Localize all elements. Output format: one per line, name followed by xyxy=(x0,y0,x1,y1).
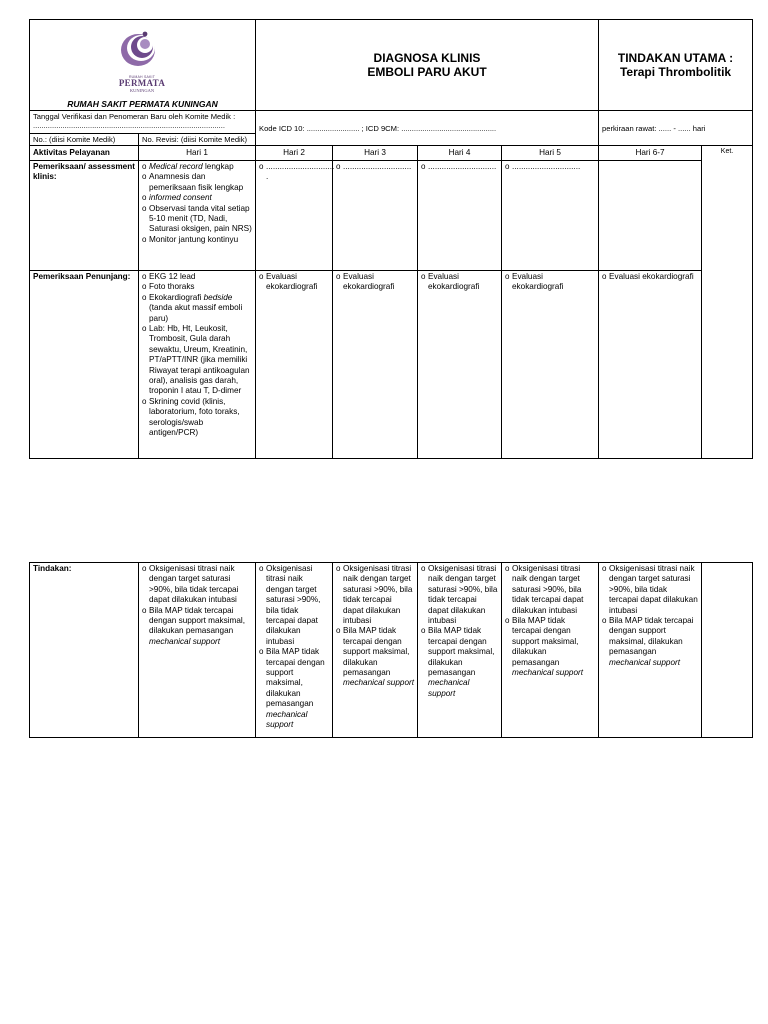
col-header-activity: Aktivitas Pelayanan xyxy=(30,146,139,161)
col-header-day5: Hari 5 xyxy=(502,146,599,161)
col-header-day2: Hari 2 xyxy=(256,146,333,161)
assessment-day4 xyxy=(418,161,502,271)
list-item: o Monitor jantung kontinyu xyxy=(142,235,252,245)
action-day3 xyxy=(333,563,418,738)
list-item: o .............................. xyxy=(421,162,498,172)
list-item: o Bila MAP tidak tercapai dengan support maksimal, dilakukan pemasangan mechanical support xyxy=(421,626,498,699)
action-day67 xyxy=(599,563,702,738)
list-item: o Oksigenisasi titrasi naik dengan target saturasi >90%, bila tidak tercapai dapat dilakukan intubasi xyxy=(421,564,498,626)
list-item: o Observasi tanda vital setiap 5-10 menit (TD, Nadi, Saturasi oksigen, pain NRS) xyxy=(142,204,252,235)
dot-extra: . xyxy=(266,172,269,182)
logo-sub-text: KUNINGAN xyxy=(129,88,155,94)
list-item: o Bila MAP tidak tercapai dengan support maksimal, dilakukan pemasangan mechanical support xyxy=(142,606,252,648)
row-label-action: Tindakan: xyxy=(30,563,139,738)
action-day4 xyxy=(418,563,502,738)
list-item: o Evaluasi ekokardiografi xyxy=(505,272,595,293)
list-item: o Oksigenisasi titrasi naik dengan target saturasi >90%, bila tidak tercapai dapat dilakukan intubasi xyxy=(505,564,595,616)
list-item: o informed consent xyxy=(142,193,252,203)
list-item: o Oksigenisasi titrasi naik dengan target saturasi >90%, bila tidak tercapai dapat dilakukan intubasi xyxy=(259,564,329,647)
list-item: o EKG 12 lead xyxy=(142,272,252,282)
list-item: o .............................. xyxy=(505,162,595,172)
list-item: o Evaluasi ekokardiografi xyxy=(259,272,329,293)
list-item: o Medical record lengkap xyxy=(142,162,252,172)
assessment-day2 xyxy=(256,161,333,271)
logo-cell xyxy=(30,20,256,111)
number-cell xyxy=(30,134,139,146)
col-header-day4: Hari 4 xyxy=(418,146,502,161)
list-item: o Lab: Hb, Ht, Leukosit, Trombosit, Gula darah sewaktu, Ureum, Kreatinin, PT/aPTT/INR (jika memiliki Riwayat terapi antikoagulan oral), analisis gas darah, troponin I atau T, D-dimer xyxy=(142,324,252,397)
number-label: No.: (diisi Komite Medik) xyxy=(33,135,116,144)
support-day4 xyxy=(418,271,502,459)
col-header-day3: Hari 3 xyxy=(333,146,418,161)
list-item: o Oksigenisasi titrasi naik dengan target saturasi >90%, bila tidak tercapai dapat dilakukan intubasi xyxy=(336,564,414,626)
revision-cell xyxy=(139,134,256,146)
list-item: o Anamnesis dan pemeriksaan fisik lengkap xyxy=(142,172,252,193)
list-item: o Oksigenisasi titrasi naik dengan target saturasi >90%, bila tidak tercapai dapat dilakukan intubasi xyxy=(602,564,698,616)
list-item: o Foto thoraks xyxy=(142,282,252,292)
support-day2 xyxy=(256,271,333,459)
support-day1 xyxy=(139,271,256,459)
logo-small-text: RUMAH SAKIT xyxy=(128,75,156,80)
col-header-day67: Hari 6-7 xyxy=(599,146,702,161)
verification-label: Tanggal Verifikasi dan Penomeran Baru oleh Komite Medik : xyxy=(33,112,236,121)
verification-cell xyxy=(30,111,256,134)
list-item: o Evaluasi ekokardiografi xyxy=(602,272,698,282)
logo-emblem-icon xyxy=(112,26,172,72)
col-header-ket: Ket. xyxy=(702,146,753,459)
action-table xyxy=(29,562,753,738)
list-item: o .............................. xyxy=(259,162,329,172)
hospital-name: RUMAH SAKIT PERMATA KUNINGAN xyxy=(67,98,218,109)
support-day67 xyxy=(599,271,702,459)
list-item: o Oksigenisasi titrasi naik dengan target saturasi >90%, bila tidak tercapai dapat dilakukan intubasi xyxy=(142,564,252,606)
assessment-day67 xyxy=(599,161,702,271)
list-item: o Skrining covid (klinis, laboratorium, foto toraks, serologis/swab antigen/PCR) xyxy=(142,397,252,439)
logo-big-text: PERMATA xyxy=(118,78,166,89)
verification-dots: ........................................................................................... xyxy=(33,121,225,130)
support-day5 xyxy=(502,271,599,459)
list-item: o Ekokardiografi bedside (tanda akut massif emboli paru) xyxy=(142,293,252,324)
icd-code-cell xyxy=(256,111,599,146)
assessment-day1 xyxy=(139,161,256,271)
main-action-title: TINDAKAN UTAMA : xyxy=(617,51,734,65)
row-label-support: Pemeriksaan Penunjang: xyxy=(30,271,139,459)
list-item: o Evaluasi ekokardiografi xyxy=(421,272,498,293)
list-item: o Bila MAP tidak tercapai dengan support maksimal, dilakukan pemasangan mechanical support xyxy=(602,616,698,668)
col-header-day1: Hari 1 xyxy=(139,146,256,161)
clinical-pathway-header-table xyxy=(29,19,753,459)
diagnosis-title-line1: DIAGNOSA KLINIS xyxy=(373,51,481,65)
diagnosis-title-line2: EMBOLI PARU AKUT xyxy=(367,65,487,79)
hospital-logo xyxy=(112,26,172,93)
icd-code-text: Kode ICD 10: ......................... ; ICD 9CM: ............................................. xyxy=(259,123,497,133)
list-item: o Bila MAP tidak tercapai dengan support maksimal, dilakukan pemasangan mechanical support xyxy=(259,647,329,730)
stay-estimate-text: perkiraan rawat: ...... - ...... hari xyxy=(602,123,706,133)
revision-label: No. Revisi: (diisi Komite Medik) xyxy=(142,135,248,144)
list-item: o Evaluasi ekokardiografi xyxy=(336,272,414,293)
action-day2 xyxy=(256,563,333,738)
list-item: o Bila MAP tidak tercapai dengan support maksimal, dilakukan pemasangan mechanical support xyxy=(336,626,414,688)
support-day3 xyxy=(333,271,418,459)
estimate-cell xyxy=(599,111,753,146)
list-item: o Bila MAP tidak tercapai dengan support maksimal, dilakukan pemasangan mechanical support xyxy=(505,616,595,678)
action-day1 xyxy=(139,563,256,738)
main-action-cell xyxy=(599,20,753,111)
diagnosis-title-cell xyxy=(256,20,599,111)
row-label-assessment: Pemeriksaan/ assessment klinis: xyxy=(30,161,139,271)
action-ket xyxy=(702,563,753,738)
action-day5 xyxy=(502,563,599,738)
main-action-therapy: Terapi Thrombolitik xyxy=(619,65,732,79)
assessment-day3 xyxy=(333,161,418,271)
assessment-day5 xyxy=(502,161,599,271)
list-item: o .............................. xyxy=(336,162,414,172)
